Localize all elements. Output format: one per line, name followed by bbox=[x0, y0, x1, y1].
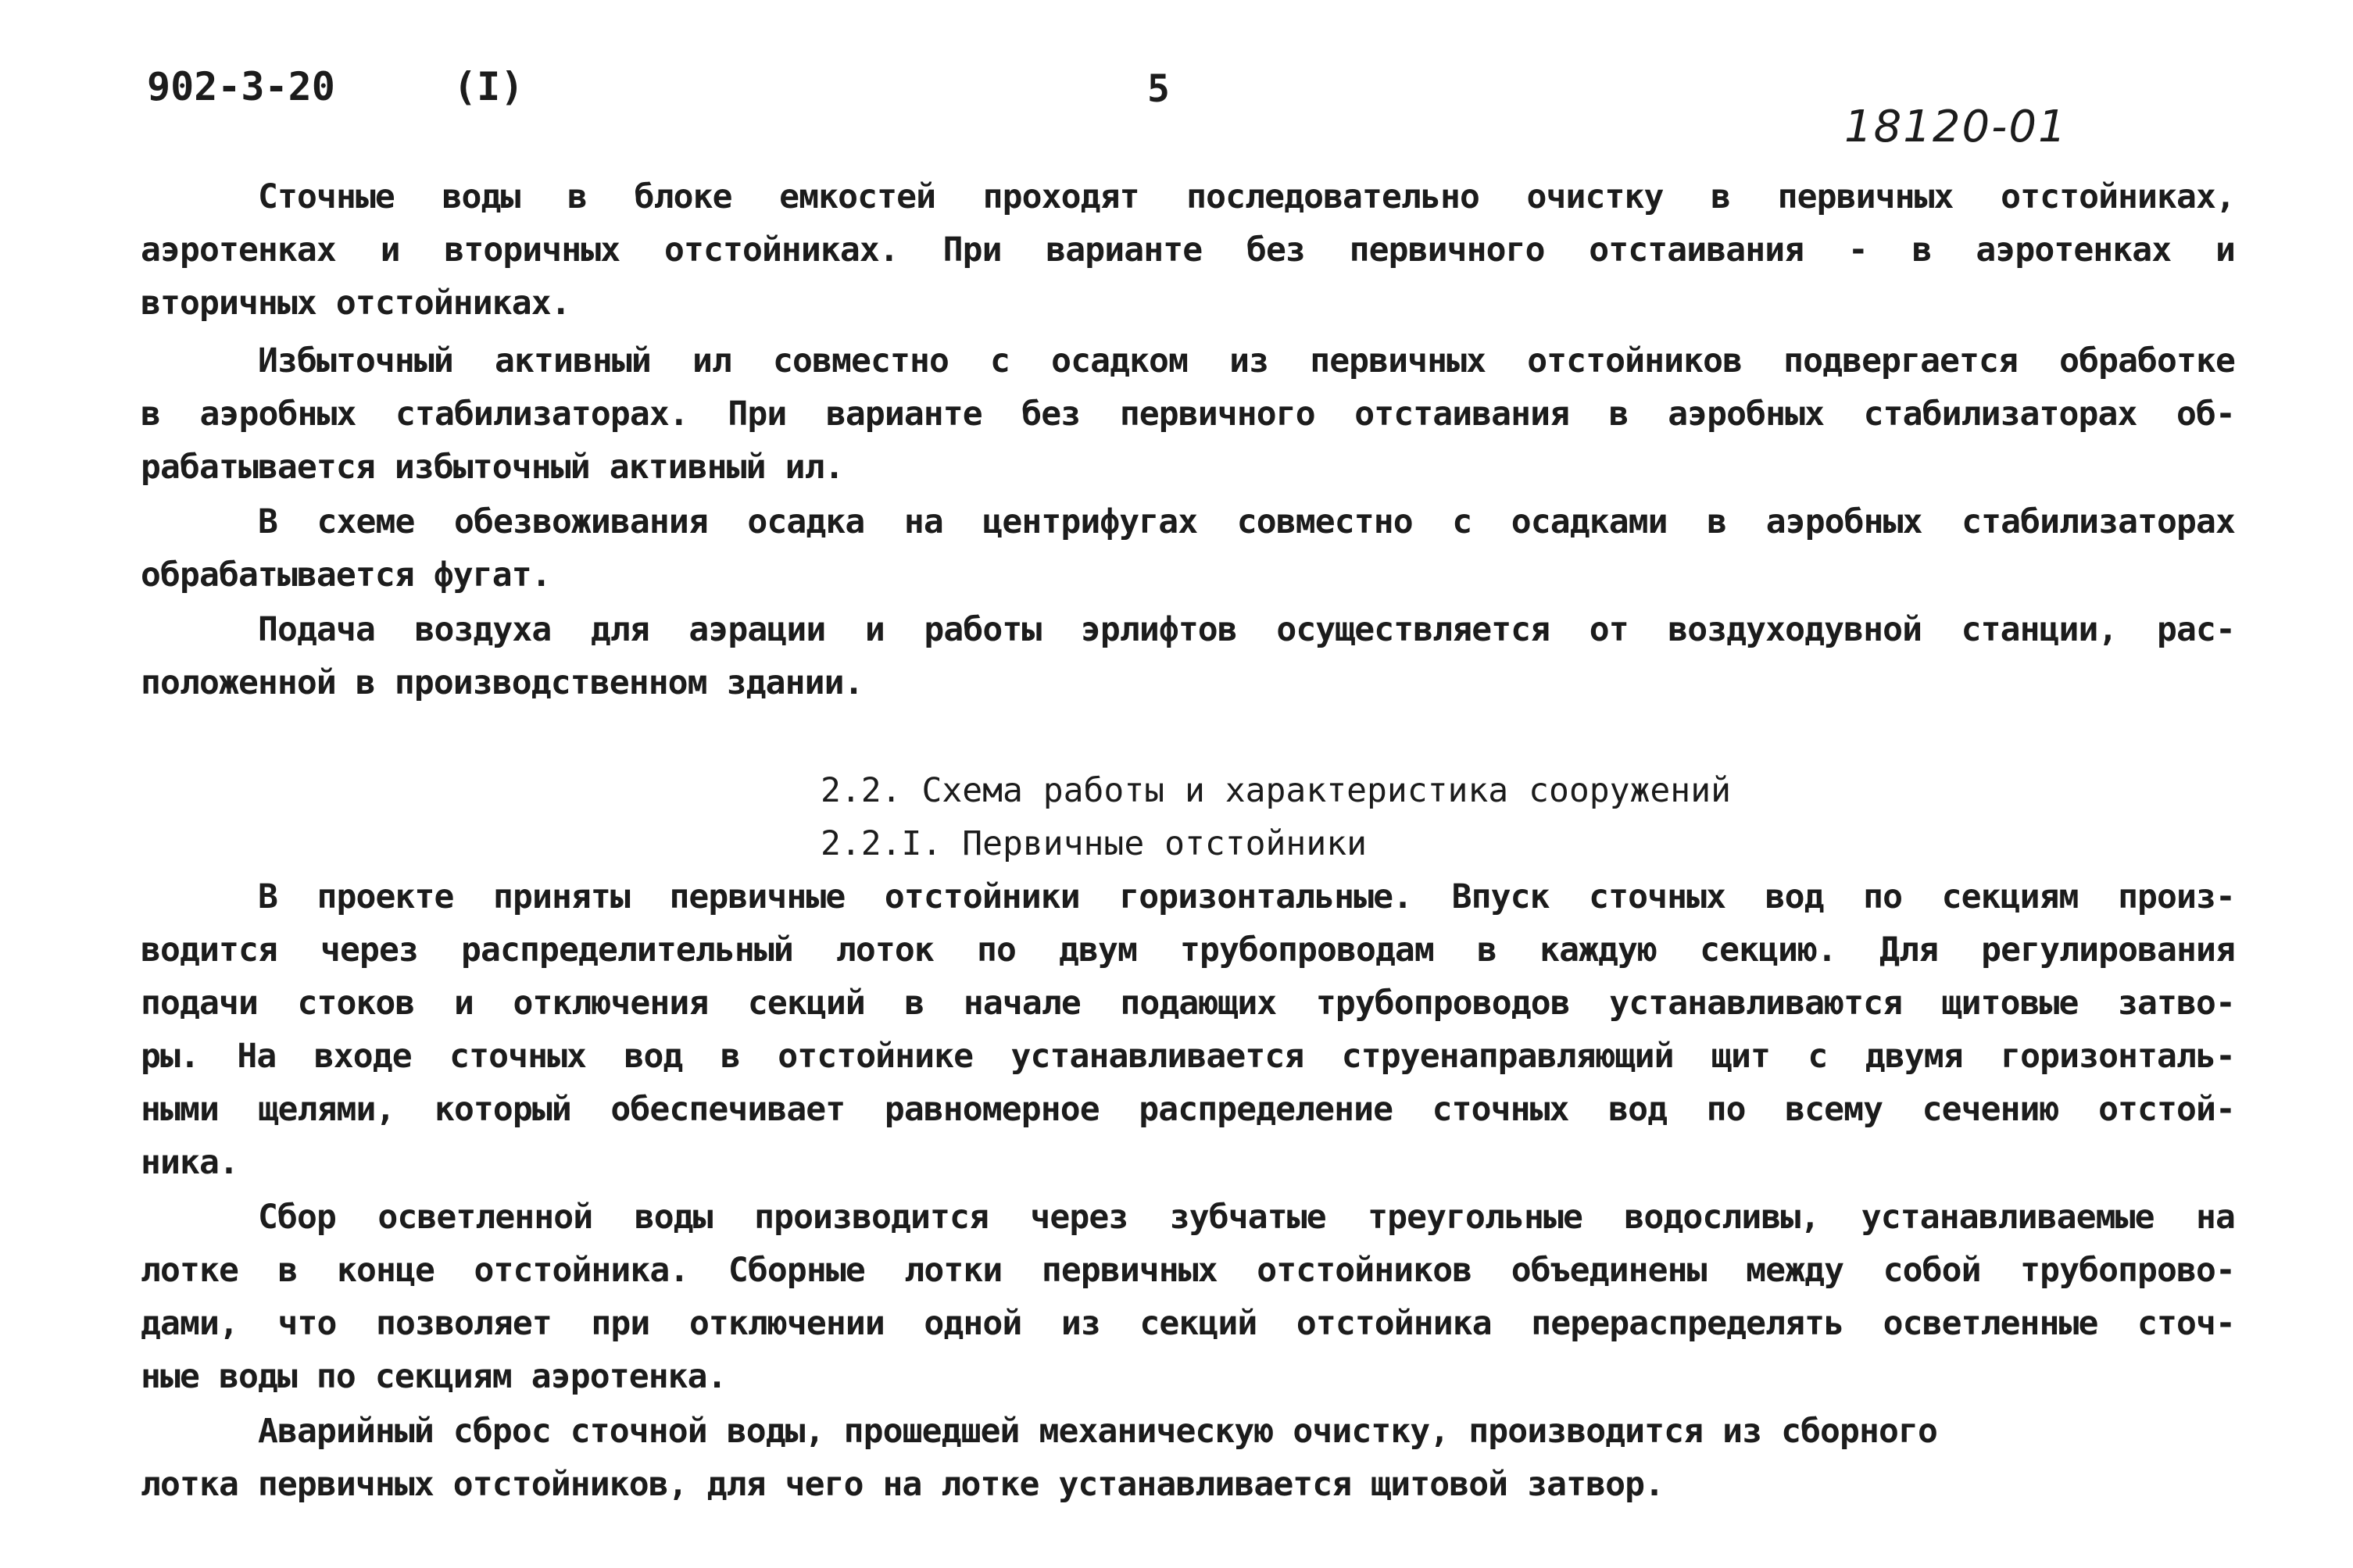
text-line: лотке в конце отстойника. Сборные лотки первичных отстойников объединены между собой трубопрово- bbox=[141, 1251, 2235, 1290]
document-code: 902-3-20 bbox=[147, 64, 335, 109]
text-line: Сточные воды в блоке емкостей проходят последовательно очистку в первичных отстойниках, bbox=[258, 177, 2235, 216]
text-line: рабатывается избыточный активный ил. bbox=[141, 448, 844, 487]
text-line: ные воды по секциям аэротенка. bbox=[141, 1357, 727, 1396]
text-line: в аэробных стабилизаторах. При варианте без первичного отстаивания в аэробных стабилизаторах об- bbox=[141, 395, 2235, 434]
text-line: обрабатывается фугат. bbox=[141, 555, 551, 595]
text-line: положенной в производственном здании. bbox=[141, 663, 864, 702]
text-line: лотка первичных отстойников, для чего на лотке устанавливается щитовой затвор. bbox=[141, 1465, 1665, 1504]
text-line: ника. bbox=[141, 1143, 238, 1182]
section-heading: 2.2. Схема работы и характеристика сооружений bbox=[821, 771, 1731, 810]
text-line: ными щелями, который обеспечивает равномерное распределение сточных вод по всему сечению отстой- bbox=[141, 1090, 2235, 1129]
text-line: ры. На входе сточных вод в отстойнике устанавливается струенаправляющий щит с двумя горизонталь- bbox=[141, 1037, 2235, 1076]
text-line: дами, что позволяет при отключении одной из секций отстойника перераспределять осветленные сточ- bbox=[141, 1304, 2235, 1343]
sheet-number: 18120-01 bbox=[1844, 102, 2068, 152]
text-line: подачи стоков и отключения секций в начале подающих трубопроводов устанавливаются щитовые затво- bbox=[141, 984, 2235, 1023]
text-line: В схеме обезвоживания осадка на центрифугах совместно с осадками в аэробных стабилизаторах bbox=[258, 502, 2235, 541]
text-line: Сбор осветленной воды производится через зубчатые треугольные водосливы, устанавливаемые на bbox=[258, 1198, 2235, 1237]
text-line: В проекте приняты первичные отстойники горизонтальные. Впуск сточных вод по секциям произ- bbox=[258, 877, 2235, 916]
text-line: вторичных отстойниках. bbox=[141, 284, 570, 323]
text-line: Аварийный сброс сточной воды, прошедшей механическую очистку, производится из сборного bbox=[258, 1412, 1937, 1451]
text-line: аэротенках и вторичных отстойниках. При варианте без первичного отстаивания - в аэротенках и bbox=[141, 230, 2235, 270]
text-line: водится через распределительный лоток по двум трубопроводам в каждую секцию. Для регулирования bbox=[141, 930, 2235, 970]
text-line: Избыточный активный ил совместно с осадком из первичных отстойников подвергается обработке bbox=[258, 341, 2235, 380]
subsection-heading: 2.2.I. Первичные отстойники bbox=[821, 824, 1367, 863]
text-line: Подача воздуха для аэрации и работы эрлифтов осуществляется от воздуходувной станции, рас- bbox=[258, 610, 2235, 649]
page-number: 5 bbox=[1147, 67, 1170, 111]
part-number: (I) bbox=[453, 64, 524, 109]
